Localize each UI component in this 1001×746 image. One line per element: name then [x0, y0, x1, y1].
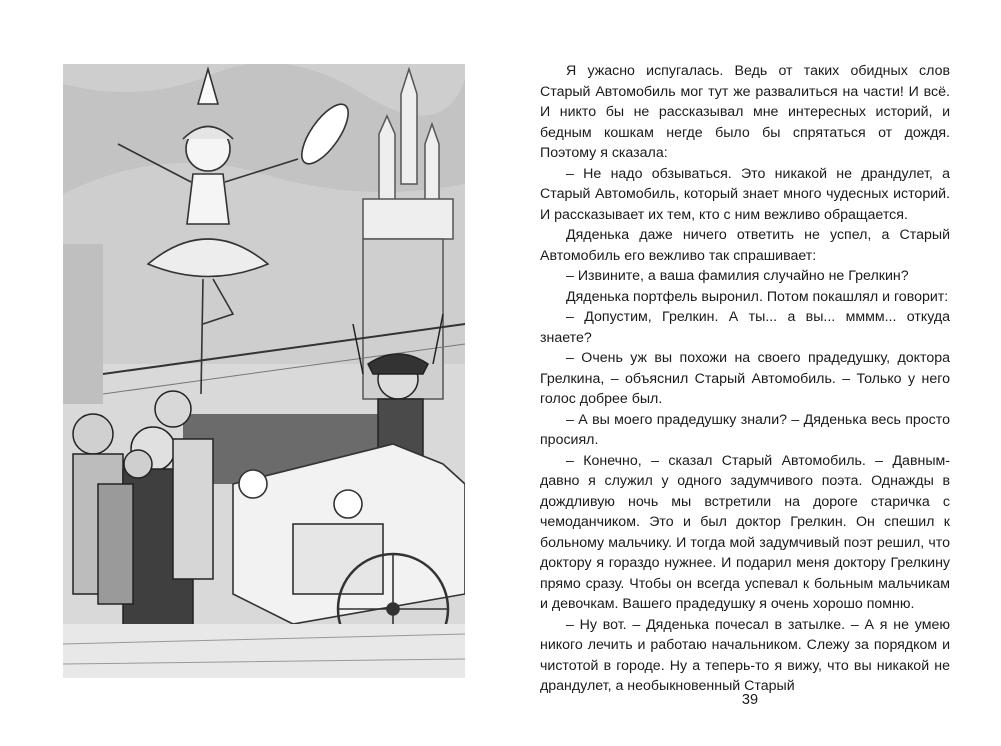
paragraph: – Извините, а ваша фамилия случайно не Грелкин?: [566, 268, 909, 284]
paragraph: – Допустим, Грелкин. А ты... а вы... мммм... откуда знаете?: [540, 309, 950, 346]
illustration: [63, 64, 465, 678]
paragraph: – Не надо обзываться. Это никакой не драндулет, а Старый Автомобиль, который знает много чудесных историй. И рассказывает их тем, кто с ним вежливо обращается.: [540, 165, 950, 223]
paragraph: – Ну вот. – Дяденька почесал в затылке. – А я не умею никого лечить и работаю начальником. Слежу за порядком и чистотой в городе. Ну а теперь-то я вижу, что вы никакой не драндулет, а необыкновенный Старый: [540, 616, 950, 694]
text-column: [540, 61, 950, 697]
paragraph: Я ужасно испугалась. Ведь от таких обидных слов Старый Автомобиль мог тут же развалиться на части! И всё. И никто бы не рассказывал мне интересных историй, и бедным кошкам негде было бы спрятаться от дождя. Поэтому я сказала:: [540, 63, 950, 161]
illustration-drawing: [63, 64, 465, 678]
paragraph: – Очень уж вы похожи на своего прадедушку, доктора Грелкина, – объяснил Старый Автомобиль. – Только у него голос добрее был.: [540, 350, 950, 407]
paragraph: Дяденька даже ничего ответить не успел, а Старый Автомобиль его вежливо так спрашивает:: [540, 227, 950, 264]
page-number: 39: [741, 692, 759, 708]
paragraph: – А вы моего прадедушку знали? – Дяденька весь просто просиял.: [540, 411, 950, 448]
paragraph: – Конечно, – сказал Старый Автомобиль. – Давным-давно я служил у одного задумчивого поэта. Однажды в дождливую ночь мы встретили на дороге старичка с чемоданчиком. Это и был доктор Грелкин. Он спешил к больному мальчику. И тогда мой задумчивый поэт решил, что доктору я гораздо нужнее. И подарил меня доктору Грелкину прямо сразу. Чтобы он всегда успевал к больным мальчикам и девочкам. Вашего прадедушку я очень хорошо помню.: [540, 452, 950, 612]
paragraph: Дяденька портфель выронил. Потом покашлял и говорит:: [566, 288, 949, 305]
